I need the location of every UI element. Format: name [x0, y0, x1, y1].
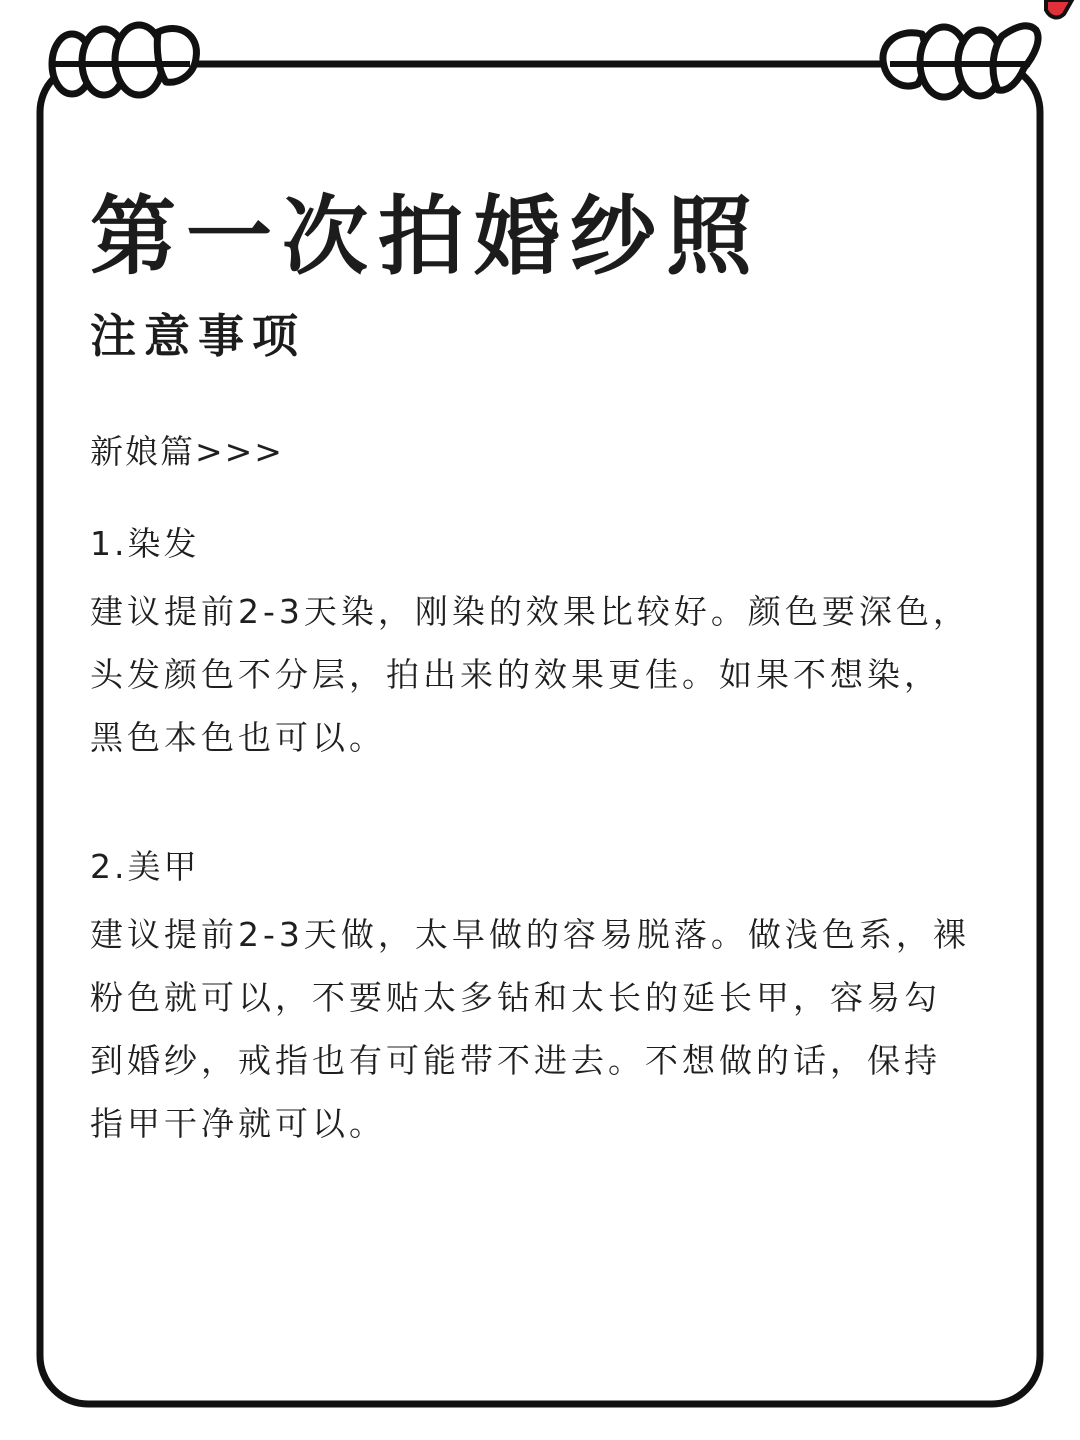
section-label-bride: 新娘篇>>> — [90, 432, 284, 471]
page-subtitle: 注意事项 — [90, 309, 306, 363]
document-content — [90, 182, 990, 1155]
left-hand-icon — [52, 25, 196, 95]
tip-item-manicure — [90, 845, 990, 1155]
tip-item-hair-dye — [90, 522, 990, 769]
tip-heading: 2.美甲 — [90, 847, 200, 886]
tip-body: 建议提前2-3天染，刚染的效果比较好。颜色要深色，头发颜色不分层，拍出来的效果更佳。如果不想染，黑色本色也可以。 — [90, 592, 970, 757]
heart-icon — [1046, 0, 1072, 17]
tip-heading: 1.染发 — [90, 524, 200, 563]
tip-body: 建议提前2-3天做，太早做的容易脱落。做浅色系，裸粉色就可以，不要贴太多钻和太长的延长甲，容易勾到婚纱，戒指也有可能带不进去。不想做的话，保持指甲干净就可以。 — [90, 915, 970, 1143]
page-title: 第一次拍婚纱照 — [90, 187, 762, 287]
